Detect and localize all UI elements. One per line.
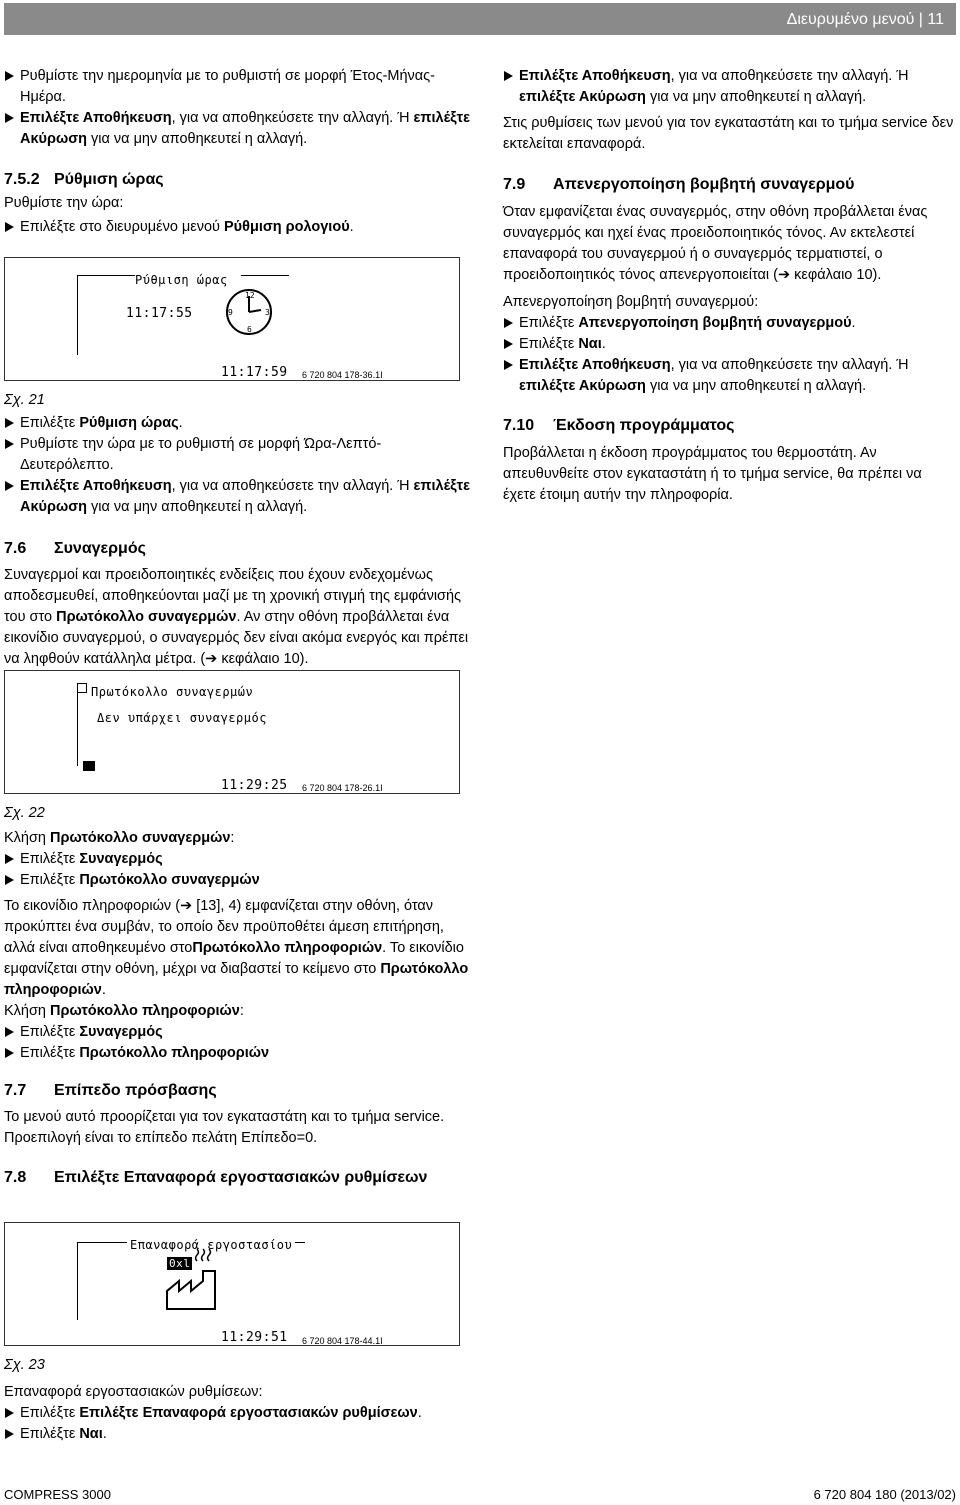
left-column — [4, 66, 474, 238]
scroll-marker — [83, 761, 95, 771]
lcd-border-left — [77, 275, 78, 355]
lcd-border-left — [77, 688, 78, 766]
bullet-select-reset: Επιλέξτε Επιλέξτε Επαναφορά εργοστασιακών ρυθμίσεων. — [4, 1403, 474, 1424]
bullet-select-time: Επιλέξτε Ρύθμιση ώρας. — [4, 413, 474, 434]
reset-intro: Επαναφορά εργοστασιακών ρυθμίσεων: — [4, 1384, 263, 1400]
bullet-save-right: Επιλέξτε Αποθήκευση, για να αποθηκεύσετε την αλλαγή. Ή επιλέξτε Ακύρωση για να μην αποθηκευτεί η αλλαγή. — [503, 66, 958, 108]
bullet-select-alarm-log: Επιλέξτε Πρωτόκολλο συναγερμών — [4, 870, 474, 891]
section-7-6-body: Συναγερμοί και προειδοποιητικές ενδείξεις που έχουν ενδεχομένως αποδεσμευθεί, αποθηκεύονται μαζί με τη χρονική στιγμή της εμφάνισής του στο Πρωτόκολλο συναγερμών. Αν στην οθόνη προβάλλεται ένα εικονίδιο συναγερμού, ο συναγερμός δεν είναι ακόμα ενεργός και πρέπει να ληφθούν κατάλληλα μέτρα. (➔ κεφάλαιο 10). — [4, 567, 469, 667]
lcd-divider-left — [77, 1242, 127, 1243]
section-7-5-2-intro: Ρυθμίστε την ώρα: — [4, 195, 124, 211]
right-column — [503, 66, 958, 506]
lcd-border-left — [77, 1242, 78, 1320]
section-7-7-heading: 7.7 Επίπεδο πρόσβασης — [4, 1082, 217, 1099]
section-7-8-heading: 7.8 Επιλέξτε Επαναφορά εργοστασιακών ρυθμίσεων — [4, 1169, 428, 1186]
figure-22-alarm-log-screen — [4, 670, 460, 794]
left-column-block-4 — [4, 1382, 474, 1445]
lcd-title: Επαναφορά εργοστασίου — [130, 1238, 293, 1252]
lcd-message: Δεν υπάρχει συναγερμός — [97, 711, 267, 725]
svg-text:3: 3 — [265, 308, 270, 317]
page-header — [4, 3, 956, 35]
reset-note: Στις ρυθμίσεις των μενού για τον εγκαταστάτη και το τμήμα service δεν εκτελείται επαναφορά. — [503, 115, 954, 152]
figure-code: 6 720 804 178-36.1I — [302, 370, 383, 380]
bullet-select-yes: Επιλέξτε Ναι. — [4, 1424, 474, 1445]
lcd-title: Πρωτόκολλο συναγερμών — [91, 685, 254, 699]
lcd-divider-right — [295, 1242, 305, 1243]
lcd-title: Ρύθμιση ώρας — [135, 273, 228, 287]
section-7-10-body: Προβάλλεται η έκδοση προγράμματος του θερμοστάτη. Αν απευθυνθείτε στον εγκαταστάτη ή το τμήμα service, θα πρέπει να έχετε έτοιμη αυτήν την πληροφορία. — [503, 445, 922, 503]
call-info-log: Κλήση Πρωτόκολλο πληροφοριών: — [4, 1003, 244, 1019]
call-alarm-log: Κλήση Πρωτόκολλο συναγερμών: — [4, 830, 235, 846]
figure-code: 6 720 804 178-44.1I — [302, 1336, 383, 1346]
lcd-time-value: 11:17:55 — [126, 306, 193, 321]
bullet-select-alarm-2: Επιλέξτε Συναγερμός — [4, 1022, 474, 1043]
section-7-5-2-heading: 7.5.2 Ρύθμιση ώρας — [4, 171, 164, 188]
bullet-save-right-2: Επιλέξτε Αποθήκευση, για να αποθηκεύσετε την αλλαγή. Ή επιλέξτε Ακύρωση για να μην αποθηκευτεί η αλλαγή. — [503, 355, 958, 397]
lcd-highlight-label: 0xl — [169, 1257, 191, 1270]
figure-21-caption: Σχ. 21 — [4, 392, 45, 408]
bullet-select-alarm: Επιλέξτε Συναγερμός — [4, 849, 474, 870]
page-number: 11 — [927, 11, 944, 28]
left-column-block-3 — [4, 828, 474, 1189]
lcd-clock: 11:29:25 — [221, 778, 288, 793]
section-7-6-heading: 7.6 Συναγερμός — [4, 540, 146, 557]
header-title: Διευρυμένο μενού | 11 — [786, 11, 944, 28]
lcd-cursor-box — [77, 683, 87, 693]
svg-text:12: 12 — [245, 291, 255, 300]
section-7-9-body: Όταν εμφανίζεται ένας συναγερμός, στην οθόνη προβάλλεται ένας συναγερμός και ηχεί ένας προειδοποιητικός τόνος. Αν εκτελεστεί επαναφορά του συναγερμού ή ο συναγερμός τερματιστεί, ο προειδοποιητικός τόνος απενεργοποιείται (➔ κεφάλαιο 10). — [503, 204, 928, 283]
section-7-9-heading: 7.9 Απενεργοποίηση βομβητή συναγερμού — [503, 176, 855, 193]
bullet-select-buzzer-off: Επιλέξτε Απενεργοποίηση βομβητή συναγερμού. — [503, 313, 958, 334]
section-7-7-body: Το μενού αυτό προορίζεται για τον εγκαταστάτη και το τμήμα service. Προεπιλογή είναι το επίπεδο πελάτη Επίπεδο=0. — [4, 1109, 445, 1146]
svg-text:9: 9 — [228, 308, 233, 317]
footer-right: 6 720 804 180 (2013/02) — [813, 1487, 956, 1502]
svg-text:6: 6 — [247, 325, 252, 334]
header-section-name: Διευρυμένο μενού — [786, 11, 915, 28]
figure-23-factory-reset-screen — [4, 1222, 460, 1346]
lcd-divider-left — [77, 275, 135, 276]
section-7-9-intro: Απενεργοποίηση βομβητή συναγερμού: — [503, 294, 759, 310]
figure-21-clock-screen — [4, 257, 460, 381]
factory-icon — [165, 1247, 225, 1311]
clock-icon — [223, 286, 275, 338]
left-column-block-2 — [4, 413, 474, 670]
info-icon-text: Το εικονίδιο πληροφοριών (➔ [13], 4) εμφανίζεται στην οθόνη, όταν προκύπτει ένα συμβάν, το οποίο δεν προϋποθέτει άμεση επιτήρηση, αλλά είναι αποθηκευμένο στοΠρωτόκολλο πληροφοριών. Το εικονίδιο εμφανίζεται στην οθόνη, μέχρι να διαβαστεί το κείμενο στο Πρωτόκολλο πληροφοριών. — [4, 898, 469, 998]
lcd-clock: 11:29:51 — [221, 1330, 288, 1345]
bullet-select-info-log: Επιλέξτε Πρωτόκολλο πληροφοριών — [4, 1043, 474, 1064]
bullet-save-1: Επιλέξτε Αποθήκευση, για να αποθηκεύσετε την αλλαγή. Ή επιλέξτε Ακύρωση για να μην αποθηκευτεί η αλλαγή. — [4, 108, 474, 150]
bullet-clock-menu: Επιλέξτε στο διευρυμένο μενού Ρύθμιση ρολογιού. — [4, 217, 474, 238]
bullet-date: Ρυθμίστε την ημερομηνία με το ρυθμιστή σε μορφή Έτος-Μήνας-Ημέρα. — [4, 66, 474, 108]
figure-22-caption: Σχ. 22 — [4, 805, 45, 821]
figure-code: 6 720 804 178-26.1I — [302, 783, 383, 793]
bullet-select-yes-right: Επιλέξτε Ναι. — [503, 334, 958, 355]
footer-left: COMPRESS 3000 — [4, 1487, 111, 1502]
lcd-clock: 11:17:59 — [221, 365, 288, 380]
bullet-save-2: Επιλέξτε Αποθήκευση, για να αποθηκεύσετε την αλλαγή. Ή επιλέξτε Ακύρωση για να μην αποθηκευτεί η αλλαγή. — [4, 476, 474, 518]
figure-23-caption: Σχ. 23 — [4, 1357, 45, 1373]
bullet-set-time: Ρυθμίστε την ώρα με το ρυθμιστή σε μορφή Ώρα-Λεπτό-Δευτερόλεπτο. — [4, 434, 474, 476]
section-7-10-heading: 7.10 Έκδοση προγράμματος — [503, 417, 735, 434]
lcd-divider-right — [241, 275, 289, 276]
